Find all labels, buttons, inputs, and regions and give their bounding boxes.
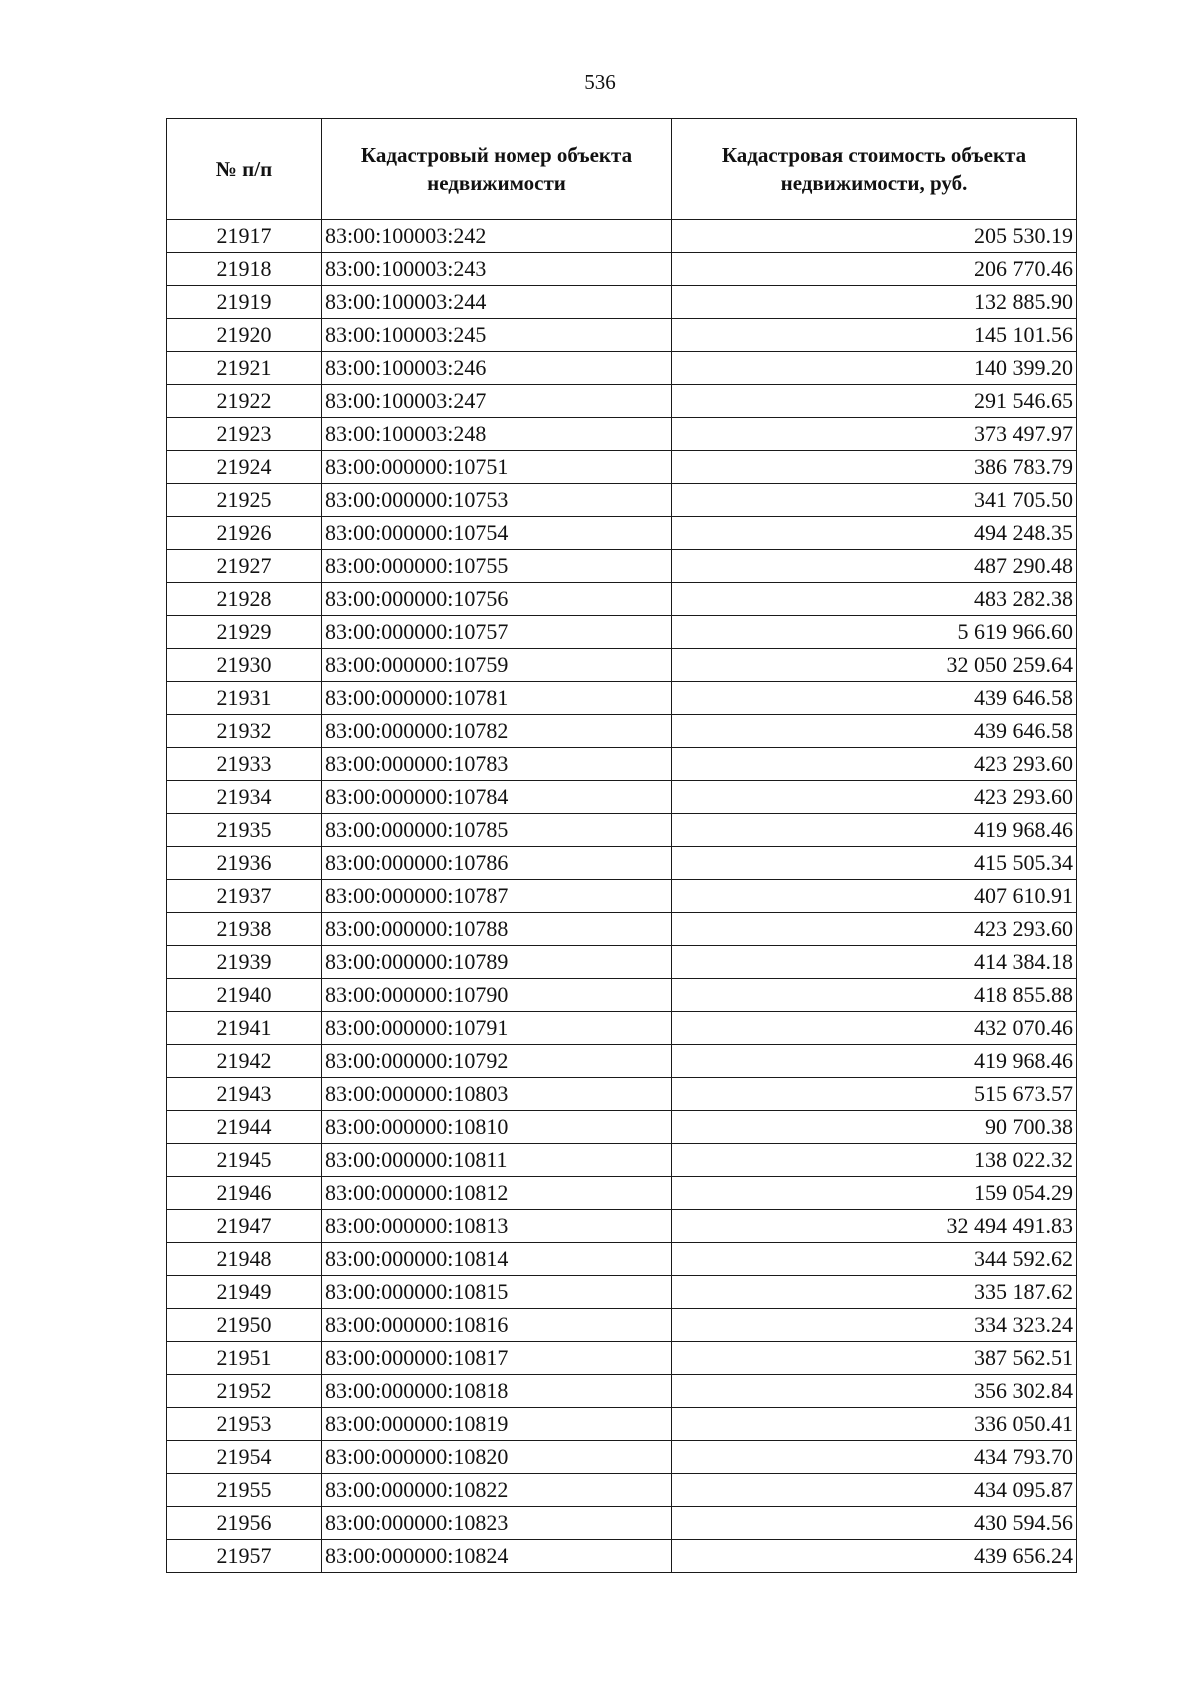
row-number: 21940 <box>167 979 322 1012</box>
table-row <box>167 1540 1077 1573</box>
row-number: 21927 <box>167 550 322 583</box>
cadastral-value-cell: 419 968.46 <box>672 1045 1077 1078</box>
row-number: 21941 <box>167 1012 322 1045</box>
cadastral-value-cell: 341 705.50 <box>672 484 1077 517</box>
row-number: 21949 <box>167 1276 322 1309</box>
row-number: 21917 <box>167 220 322 253</box>
cadastral-value-cell: 159 054.29 <box>672 1177 1077 1210</box>
cadastral-value-cell: 32 494 491.83 <box>672 1210 1077 1243</box>
cadastral-number-cell: 83:00:100003:244 <box>322 286 672 319</box>
row-number: 21930 <box>167 649 322 682</box>
cadastral-value-cell: 439 646.58 <box>672 682 1077 715</box>
table-row <box>167 1474 1077 1507</box>
table-row <box>167 946 1077 979</box>
header-cadastral-number: Кадастровый номер объекта недвижимости <box>322 119 672 220</box>
table-row <box>167 616 1077 649</box>
cadastral-number-cell: 83:00:000000:10754 <box>322 517 672 550</box>
table-row <box>167 517 1077 550</box>
cadastral-number-cell: 83:00:000000:10790 <box>322 979 672 1012</box>
cadastral-value-cell: 423 293.60 <box>672 781 1077 814</box>
row-number: 21939 <box>167 946 322 979</box>
cadastral-value-cell: 334 323.24 <box>672 1309 1077 1342</box>
table-row <box>167 1276 1077 1309</box>
table-row <box>167 748 1077 781</box>
cadastral-value-cell: 138 022.32 <box>672 1144 1077 1177</box>
cadastral-number-cell: 83:00:000000:10810 <box>322 1111 672 1144</box>
cadastral-number-cell: 83:00:000000:10756 <box>322 583 672 616</box>
row-number: 21933 <box>167 748 322 781</box>
cadastral-value-cell: 439 646.58 <box>672 715 1077 748</box>
cadastral-number-cell: 83:00:000000:10759 <box>322 649 672 682</box>
table-row <box>167 1507 1077 1540</box>
table-row <box>167 1045 1077 1078</box>
cadastral-value-cell: 386 783.79 <box>672 451 1077 484</box>
cadastral-number-cell: 83:00:000000:10757 <box>322 616 672 649</box>
table-row <box>167 319 1077 352</box>
table-row <box>167 1144 1077 1177</box>
cadastral-value-cell: 90 700.38 <box>672 1111 1077 1144</box>
cadastral-number-cell: 83:00:100003:247 <box>322 385 672 418</box>
cadastral-value-cell: 434 793.70 <box>672 1441 1077 1474</box>
cadastral-number-cell: 83:00:000000:10813 <box>322 1210 672 1243</box>
cadastral-number-cell: 83:00:000000:10789 <box>322 946 672 979</box>
table-row <box>167 814 1077 847</box>
cadastral-value-cell: 356 302.84 <box>672 1375 1077 1408</box>
row-number: 21953 <box>167 1408 322 1441</box>
cadastral-value-cell: 206 770.46 <box>672 253 1077 286</box>
table-row <box>167 847 1077 880</box>
row-number: 21952 <box>167 1375 322 1408</box>
cadastral-number-cell: 83:00:000000:10786 <box>322 847 672 880</box>
cadastral-number-cell: 83:00:000000:10785 <box>322 814 672 847</box>
row-number: 21918 <box>167 253 322 286</box>
cadastral-value-cell: 434 095.87 <box>672 1474 1077 1507</box>
row-number: 21943 <box>167 1078 322 1111</box>
row-number: 21929 <box>167 616 322 649</box>
cadastral-number-cell: 83:00:000000:10755 <box>322 550 672 583</box>
row-number: 21945 <box>167 1144 322 1177</box>
cadastral-number-cell: 83:00:000000:10751 <box>322 451 672 484</box>
table-body <box>167 220 1077 1573</box>
cadastral-number-cell: 83:00:000000:10823 <box>322 1507 672 1540</box>
cadastral-number-cell: 83:00:000000:10814 <box>322 1243 672 1276</box>
row-number: 21935 <box>167 814 322 847</box>
cadastral-number-cell: 83:00:000000:10782 <box>322 715 672 748</box>
row-number: 21926 <box>167 517 322 550</box>
cadastral-value-cell: 419 968.46 <box>672 814 1077 847</box>
table-row <box>167 220 1077 253</box>
row-number: 21937 <box>167 880 322 913</box>
cadastral-value-cell: 483 282.38 <box>672 583 1077 616</box>
cadastral-number-cell: 83:00:000000:10812 <box>322 1177 672 1210</box>
cadastral-value-cell: 335 187.62 <box>672 1276 1077 1309</box>
cadastral-number-cell: 83:00:000000:10824 <box>322 1540 672 1573</box>
table-row <box>167 1342 1077 1375</box>
page-number: 536 <box>584 70 616 94</box>
row-number: 21955 <box>167 1474 322 1507</box>
cadastral-value-cell: 418 855.88 <box>672 979 1077 1012</box>
table-row <box>167 880 1077 913</box>
row-number: 21954 <box>167 1441 322 1474</box>
cadastral-number-cell: 83:00:100003:246 <box>322 352 672 385</box>
row-number: 21942 <box>167 1045 322 1078</box>
row-number: 21923 <box>167 418 322 451</box>
row-number: 21944 <box>167 1111 322 1144</box>
table-row <box>167 484 1077 517</box>
row-number: 21921 <box>167 352 322 385</box>
table-row <box>167 1210 1077 1243</box>
cadastral-value-cell: 423 293.60 <box>672 913 1077 946</box>
cadastral-number-cell: 83:00:000000:10787 <box>322 880 672 913</box>
cadastral-number-cell: 83:00:000000:10783 <box>322 748 672 781</box>
table-row <box>167 1375 1077 1408</box>
cadastral-number-cell: 83:00:000000:10820 <box>322 1441 672 1474</box>
table-row <box>167 1441 1077 1474</box>
table-row <box>167 550 1077 583</box>
table-row <box>167 418 1077 451</box>
row-number: 21956 <box>167 1507 322 1540</box>
cadastral-value-cell: 132 885.90 <box>672 286 1077 319</box>
cadastral-value-cell: 140 399.20 <box>672 352 1077 385</box>
table-row <box>167 451 1077 484</box>
cadastral-value-cell: 430 594.56 <box>672 1507 1077 1540</box>
table-row <box>167 253 1077 286</box>
cadastral-number-cell: 83:00:000000:10791 <box>322 1012 672 1045</box>
table-row <box>167 781 1077 814</box>
table-header-row <box>167 119 1077 220</box>
cadastral-value-cell: 344 592.62 <box>672 1243 1077 1276</box>
cadastral-number-cell: 83:00:000000:10818 <box>322 1375 672 1408</box>
row-number: 21928 <box>167 583 322 616</box>
header-cadastral-value: Кадастровая стоимость объекта недвижимости, руб. <box>672 119 1077 220</box>
cadastral-value-cell: 423 293.60 <box>672 748 1077 781</box>
row-number: 21931 <box>167 682 322 715</box>
cadastral-value-cell: 291 546.65 <box>672 385 1077 418</box>
cadastral-number-cell: 83:00:000000:10788 <box>322 913 672 946</box>
cadastral-number-cell: 83:00:000000:10819 <box>322 1408 672 1441</box>
table-row <box>167 979 1077 1012</box>
row-number: 21946 <box>167 1177 322 1210</box>
cadastral-value-cell: 145 101.56 <box>672 319 1077 352</box>
cadastral-value-cell: 415 505.34 <box>672 847 1077 880</box>
cadastral-value-cell: 439 656.24 <box>672 1540 1077 1573</box>
table-row <box>167 385 1077 418</box>
row-number: 21925 <box>167 484 322 517</box>
table-row <box>167 1078 1077 1111</box>
row-number: 21934 <box>167 781 322 814</box>
table-row <box>167 1408 1077 1441</box>
table-row <box>167 1243 1077 1276</box>
cadastral-number-cell: 83:00:100003:242 <box>322 220 672 253</box>
row-number: 21948 <box>167 1243 322 1276</box>
header-number: № п/п <box>167 119 322 220</box>
cadastral-number-cell: 83:00:000000:10792 <box>322 1045 672 1078</box>
row-number: 21936 <box>167 847 322 880</box>
cadastral-value-cell: 387 562.51 <box>672 1342 1077 1375</box>
cadastral-value-table <box>166 118 1077 1573</box>
cadastral-number-cell: 83:00:100003:245 <box>322 319 672 352</box>
cadastral-number-cell: 83:00:000000:10784 <box>322 781 672 814</box>
table-row <box>167 286 1077 319</box>
table-row <box>167 913 1077 946</box>
cadastral-value-cell: 407 610.91 <box>672 880 1077 913</box>
row-number: 21947 <box>167 1210 322 1243</box>
cadastral-number-cell: 83:00:000000:10803 <box>322 1078 672 1111</box>
cadastral-value-cell: 32 050 259.64 <box>672 649 1077 682</box>
cadastral-value-cell: 5 619 966.60 <box>672 616 1077 649</box>
cadastral-number-cell: 83:00:000000:10815 <box>322 1276 672 1309</box>
row-number: 21920 <box>167 319 322 352</box>
cadastral-number-cell: 83:00:100003:248 <box>322 418 672 451</box>
cadastral-number-cell: 83:00:100003:243 <box>322 253 672 286</box>
row-number: 21932 <box>167 715 322 748</box>
cadastral-value-cell: 515 673.57 <box>672 1078 1077 1111</box>
row-number: 21950 <box>167 1309 322 1342</box>
cadastral-value-cell: 336 050.41 <box>672 1408 1077 1441</box>
row-number: 21957 <box>167 1540 322 1573</box>
cadastral-value-cell: 373 497.97 <box>672 418 1077 451</box>
table-row <box>167 649 1077 682</box>
table-row <box>167 352 1077 385</box>
cadastral-value-cell: 494 248.35 <box>672 517 1077 550</box>
cadastral-number-cell: 83:00:000000:10781 <box>322 682 672 715</box>
row-number: 21922 <box>167 385 322 418</box>
row-number: 21919 <box>167 286 322 319</box>
table-row <box>167 715 1077 748</box>
cadastral-value-cell: 487 290.48 <box>672 550 1077 583</box>
row-number: 21938 <box>167 913 322 946</box>
row-number: 21924 <box>167 451 322 484</box>
table-row <box>167 1309 1077 1342</box>
cadastral-value-cell: 205 530.19 <box>672 220 1077 253</box>
cadastral-number-cell: 83:00:000000:10816 <box>322 1309 672 1342</box>
table-row <box>167 583 1077 616</box>
row-number: 21951 <box>167 1342 322 1375</box>
cadastral-number-cell: 83:00:000000:10822 <box>322 1474 672 1507</box>
table-row <box>167 682 1077 715</box>
table-row <box>167 1111 1077 1144</box>
cadastral-value-cell: 414 384.18 <box>672 946 1077 979</box>
cadastral-value-cell: 432 070.46 <box>672 1012 1077 1045</box>
cadastral-number-cell: 83:00:000000:10811 <box>322 1144 672 1177</box>
cadastral-number-cell: 83:00:000000:10753 <box>322 484 672 517</box>
table-row <box>167 1177 1077 1210</box>
cadastral-number-cell: 83:00:000000:10817 <box>322 1342 672 1375</box>
table-row <box>167 1012 1077 1045</box>
